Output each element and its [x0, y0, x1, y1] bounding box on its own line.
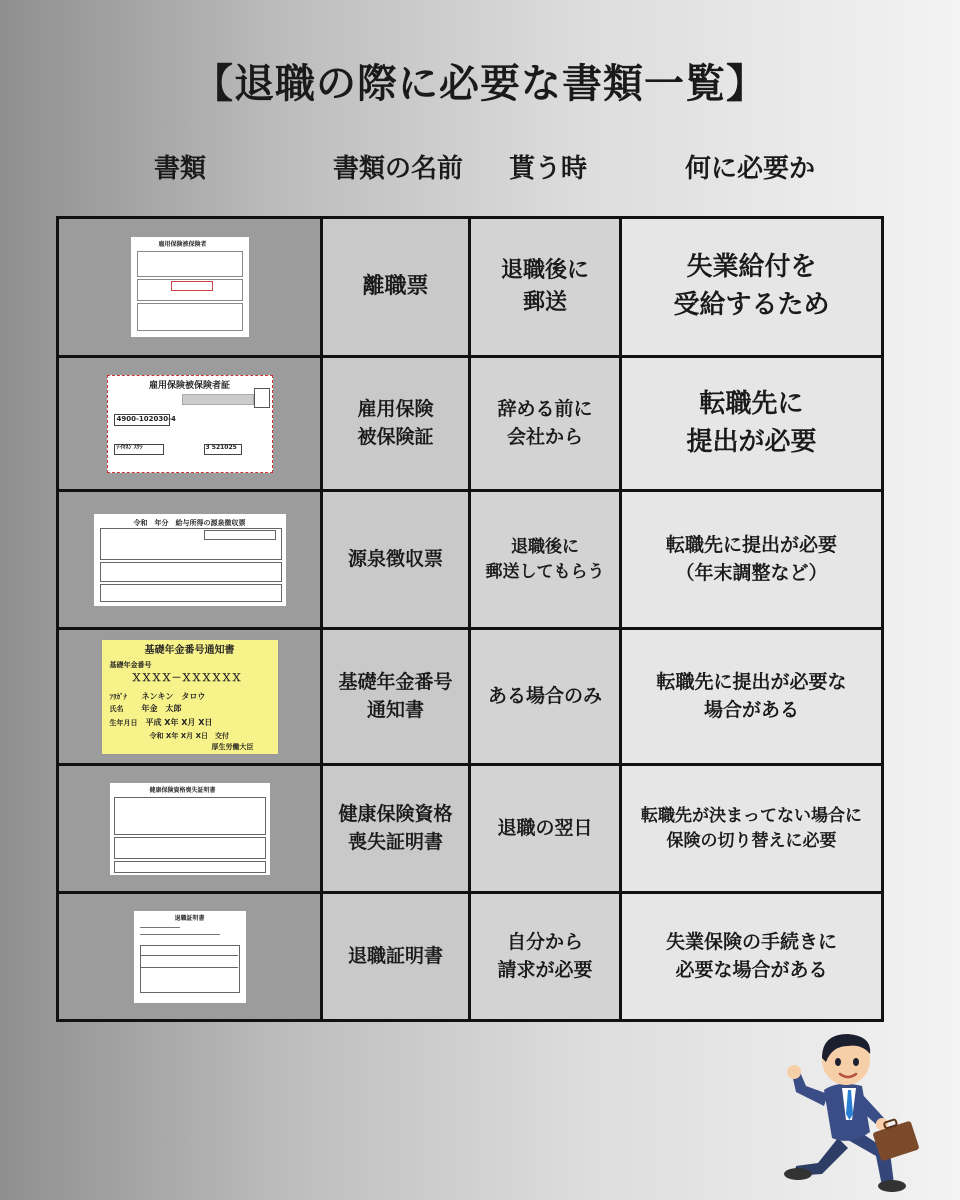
employment-insurance-card-thumbnail: 雇用保険被保険者証 4900-102030-4 ﾃｲｷﾈﾝ ｽｳﾗ 3 521025 — [107, 375, 273, 473]
document-thumbnail-cell — [58, 357, 322, 491]
purpose-cell: 失業保険の手続きに 必要な場合がある — [621, 893, 883, 1021]
when-received-cell: ある場合のみ — [470, 629, 621, 765]
withholding-slip-thumbnail: 令和 年分 給与所得の源泉徴収票 — [94, 514, 286, 606]
purpose-cell: 転職先に 提出が必要 — [621, 357, 883, 491]
document-thumbnail-cell — [58, 218, 322, 357]
table-row — [58, 357, 883, 491]
when-received-cell: 退職の翌日 — [470, 765, 621, 893]
document-name-cell: 離職票 — [322, 218, 470, 357]
health-insurance-loss-thumbnail: 健康保険資格喪失証明書 — [110, 783, 270, 875]
document-thumbnail-cell — [58, 765, 322, 893]
purpose-cell: 失業給付を 受給するため — [621, 218, 883, 357]
document-name-cell: 健康保険資格 喪失証明書 — [322, 765, 470, 893]
table-row — [58, 629, 883, 765]
purpose-cell: 転職先に提出が必要な 場合がある — [621, 629, 883, 765]
purpose-cell: 転職先が決まってない場合に 保険の切り替えに必要 — [621, 765, 883, 893]
page-title: 【退職の際に必要な書類一覧】 — [193, 61, 767, 107]
document-thumbnail-cell — [58, 491, 322, 629]
purpose-cell: 転職先に提出が必要 （年末調整など） — [621, 491, 883, 629]
header-when-received: 貰う時 — [508, 154, 587, 184]
document-name-cell: 基礎年金番号 通知書 — [322, 629, 470, 765]
document-name-cell: 退職証明書 — [322, 893, 470, 1021]
header-document: 書類 — [153, 154, 206, 184]
document-thumbnail-cell — [58, 893, 322, 1021]
retirement-certificate-thumbnail: 退職証明書 — [134, 911, 246, 1003]
table-row — [58, 218, 883, 357]
header-purpose: 何に必要か — [684, 154, 815, 184]
header-document-name: 書類の名前 — [332, 154, 463, 184]
when-received-cell: 退職後に 郵送してもらう — [470, 491, 621, 629]
document-thumbnail-cell — [58, 629, 322, 765]
pension-notice-thumbnail: 基礎年金番号通知書 基礎年金番号 ＸＸＸＸ－ＸＸＸＸＸＸ ﾌﾘｶﾞﾅ ネンキン タロウ 氏名 年金 太郎 生年月日 平成 X年 X月 X日 令和 X年 X月 X日 交付 厚生労働大臣 — [101, 639, 279, 755]
running-businessman-illustration — [778, 1028, 928, 1194]
when-received-cell: 辞める前に 会社から — [470, 357, 621, 491]
documents-table — [56, 216, 884, 1022]
document-name-cell: 雇用保険 被保険証 — [322, 357, 470, 491]
when-received-cell: 自分から 請求が必要 — [470, 893, 621, 1021]
table-row — [58, 765, 883, 893]
rishokuhyo-thumbnail: 雇用保険被保険者 — [131, 237, 249, 337]
document-name-cell: 源泉徴収票 — [322, 491, 470, 629]
table-row — [58, 491, 883, 629]
when-received-cell: 退職後に 郵送 — [470, 218, 621, 357]
table-row — [58, 893, 883, 1021]
